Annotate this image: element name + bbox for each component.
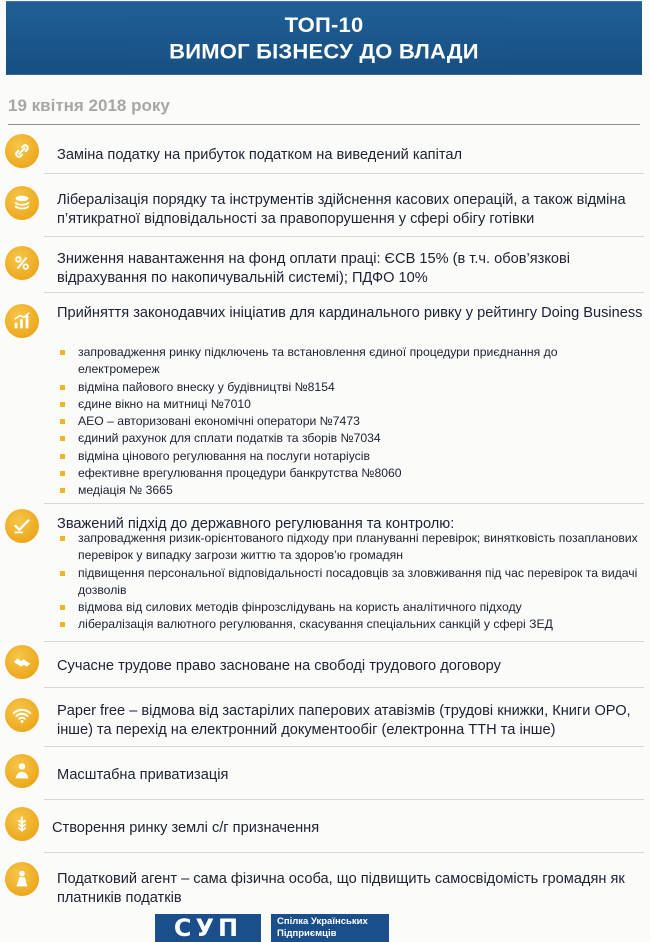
item-text: Масштабна приватизація — [57, 767, 229, 783]
handshake-icon — [5, 645, 39, 679]
sub-item: єдиний рахунок для сплати податків та зборів №7034 — [58, 430, 642, 447]
org-name-line2: Підприємців — [277, 928, 337, 939]
hand-check-icon — [5, 509, 39, 543]
wheat-icon — [5, 807, 39, 841]
growth-chart-icon — [5, 304, 39, 338]
item-text: Сучасне трудове право засноване на свободі трудового договору — [57, 658, 501, 674]
divider — [44, 746, 644, 747]
item-text: Paper free – відмова від застарілих паперових атавізмів (трудові книжки, Книги ОРО, інше) та перехід на електронний документообіг (електронна ТТН та інше) — [57, 703, 631, 738]
item-text: Лібералізація порядку та інструментів здійснення касових операцій, а також відміна п’ятикратної відповідальності за правопорушення у сфері обігу готівки — [57, 192, 626, 227]
wifi-icon — [5, 698, 39, 732]
sub-item: лібералізація валютного регулювання, скасування спеціальних санкцій у сфері ЗЕД — [58, 616, 642, 633]
divider — [44, 687, 644, 688]
divider — [44, 852, 644, 853]
sup-logo: СУП — [155, 914, 261, 942]
date-text: 19 квітня 2018 року — [8, 96, 170, 115]
item-text: Зважений підхід до державного регулювання та контролю: — [57, 516, 455, 532]
person-icon — [5, 754, 39, 788]
footer-logo — [155, 914, 495, 942]
divider — [44, 799, 644, 800]
item-text: Податковий агент – сама фізична особа, що підвищить самосвідомість громадян як платників податків — [57, 871, 625, 906]
document-date — [8, 96, 640, 125]
divider — [44, 173, 644, 174]
page-header — [6, 1, 642, 75]
sub-item: медіація № 3665 — [58, 482, 642, 499]
sub-list — [58, 530, 642, 634]
org-name — [271, 914, 389, 942]
percent-icon — [5, 246, 39, 280]
sub-item: запровадження ринку підключень та встановлення єдиної процедури приєднання до електромереж — [58, 344, 642, 379]
header-title-line1: ТОП-10 — [284, 12, 364, 38]
sub-item: АЕО – авторизовані економічні оператори №7473 — [58, 413, 642, 430]
item-text: Створення ринку землі с/г призначення — [52, 820, 320, 836]
agent-icon — [5, 862, 39, 896]
sub-item: ефективне врегулювання процедури банкрутства №8060 — [58, 465, 642, 482]
item-text: Прийняття законодавчих ініціатив для кардинального ривку у рейтингу Doing Business — [57, 305, 643, 321]
divider — [44, 292, 644, 293]
sub-item: запровадження ризик-орієнтованого підходу при плануванні перевірок; винятковість позапланових перевірок у випадку загрози життю та здоров’ю громадян — [58, 530, 642, 565]
coins-icon — [5, 186, 39, 220]
item-text: Заміна податку на прибуток податком на виведений капітал — [57, 147, 462, 163]
sub-item: підвищення персональної відповідальності посадовців за зловживання під час перевірок та видачі дозволів — [58, 565, 642, 600]
org-name-line1: Спілка Українських — [277, 916, 368, 927]
divider — [44, 641, 644, 642]
sub-item: відміна цінового регулювання на послуги нотаріусів — [58, 448, 642, 465]
divider — [44, 503, 644, 504]
sub-item: єдине вікно на митниці №7010 — [58, 396, 642, 413]
sub-item: відмова від силових методів фінрозслідувань на користь аналітичного підходу — [58, 599, 642, 616]
link-icon — [5, 134, 39, 168]
sub-item: відміна пайового внеску у будівництві №8154 — [58, 379, 642, 396]
divider — [44, 236, 644, 237]
sub-list — [58, 344, 642, 500]
item-text: Зниження навантаження на фонд оплати праці: ЄСВ 15% (в т.ч. обов’язкові відрахування по накопичувальній системі); ПДФО 10% — [57, 251, 570, 286]
header-title-line2: ВИМОГ БІЗНЕСУ ДО ВЛАДИ — [169, 38, 479, 64]
